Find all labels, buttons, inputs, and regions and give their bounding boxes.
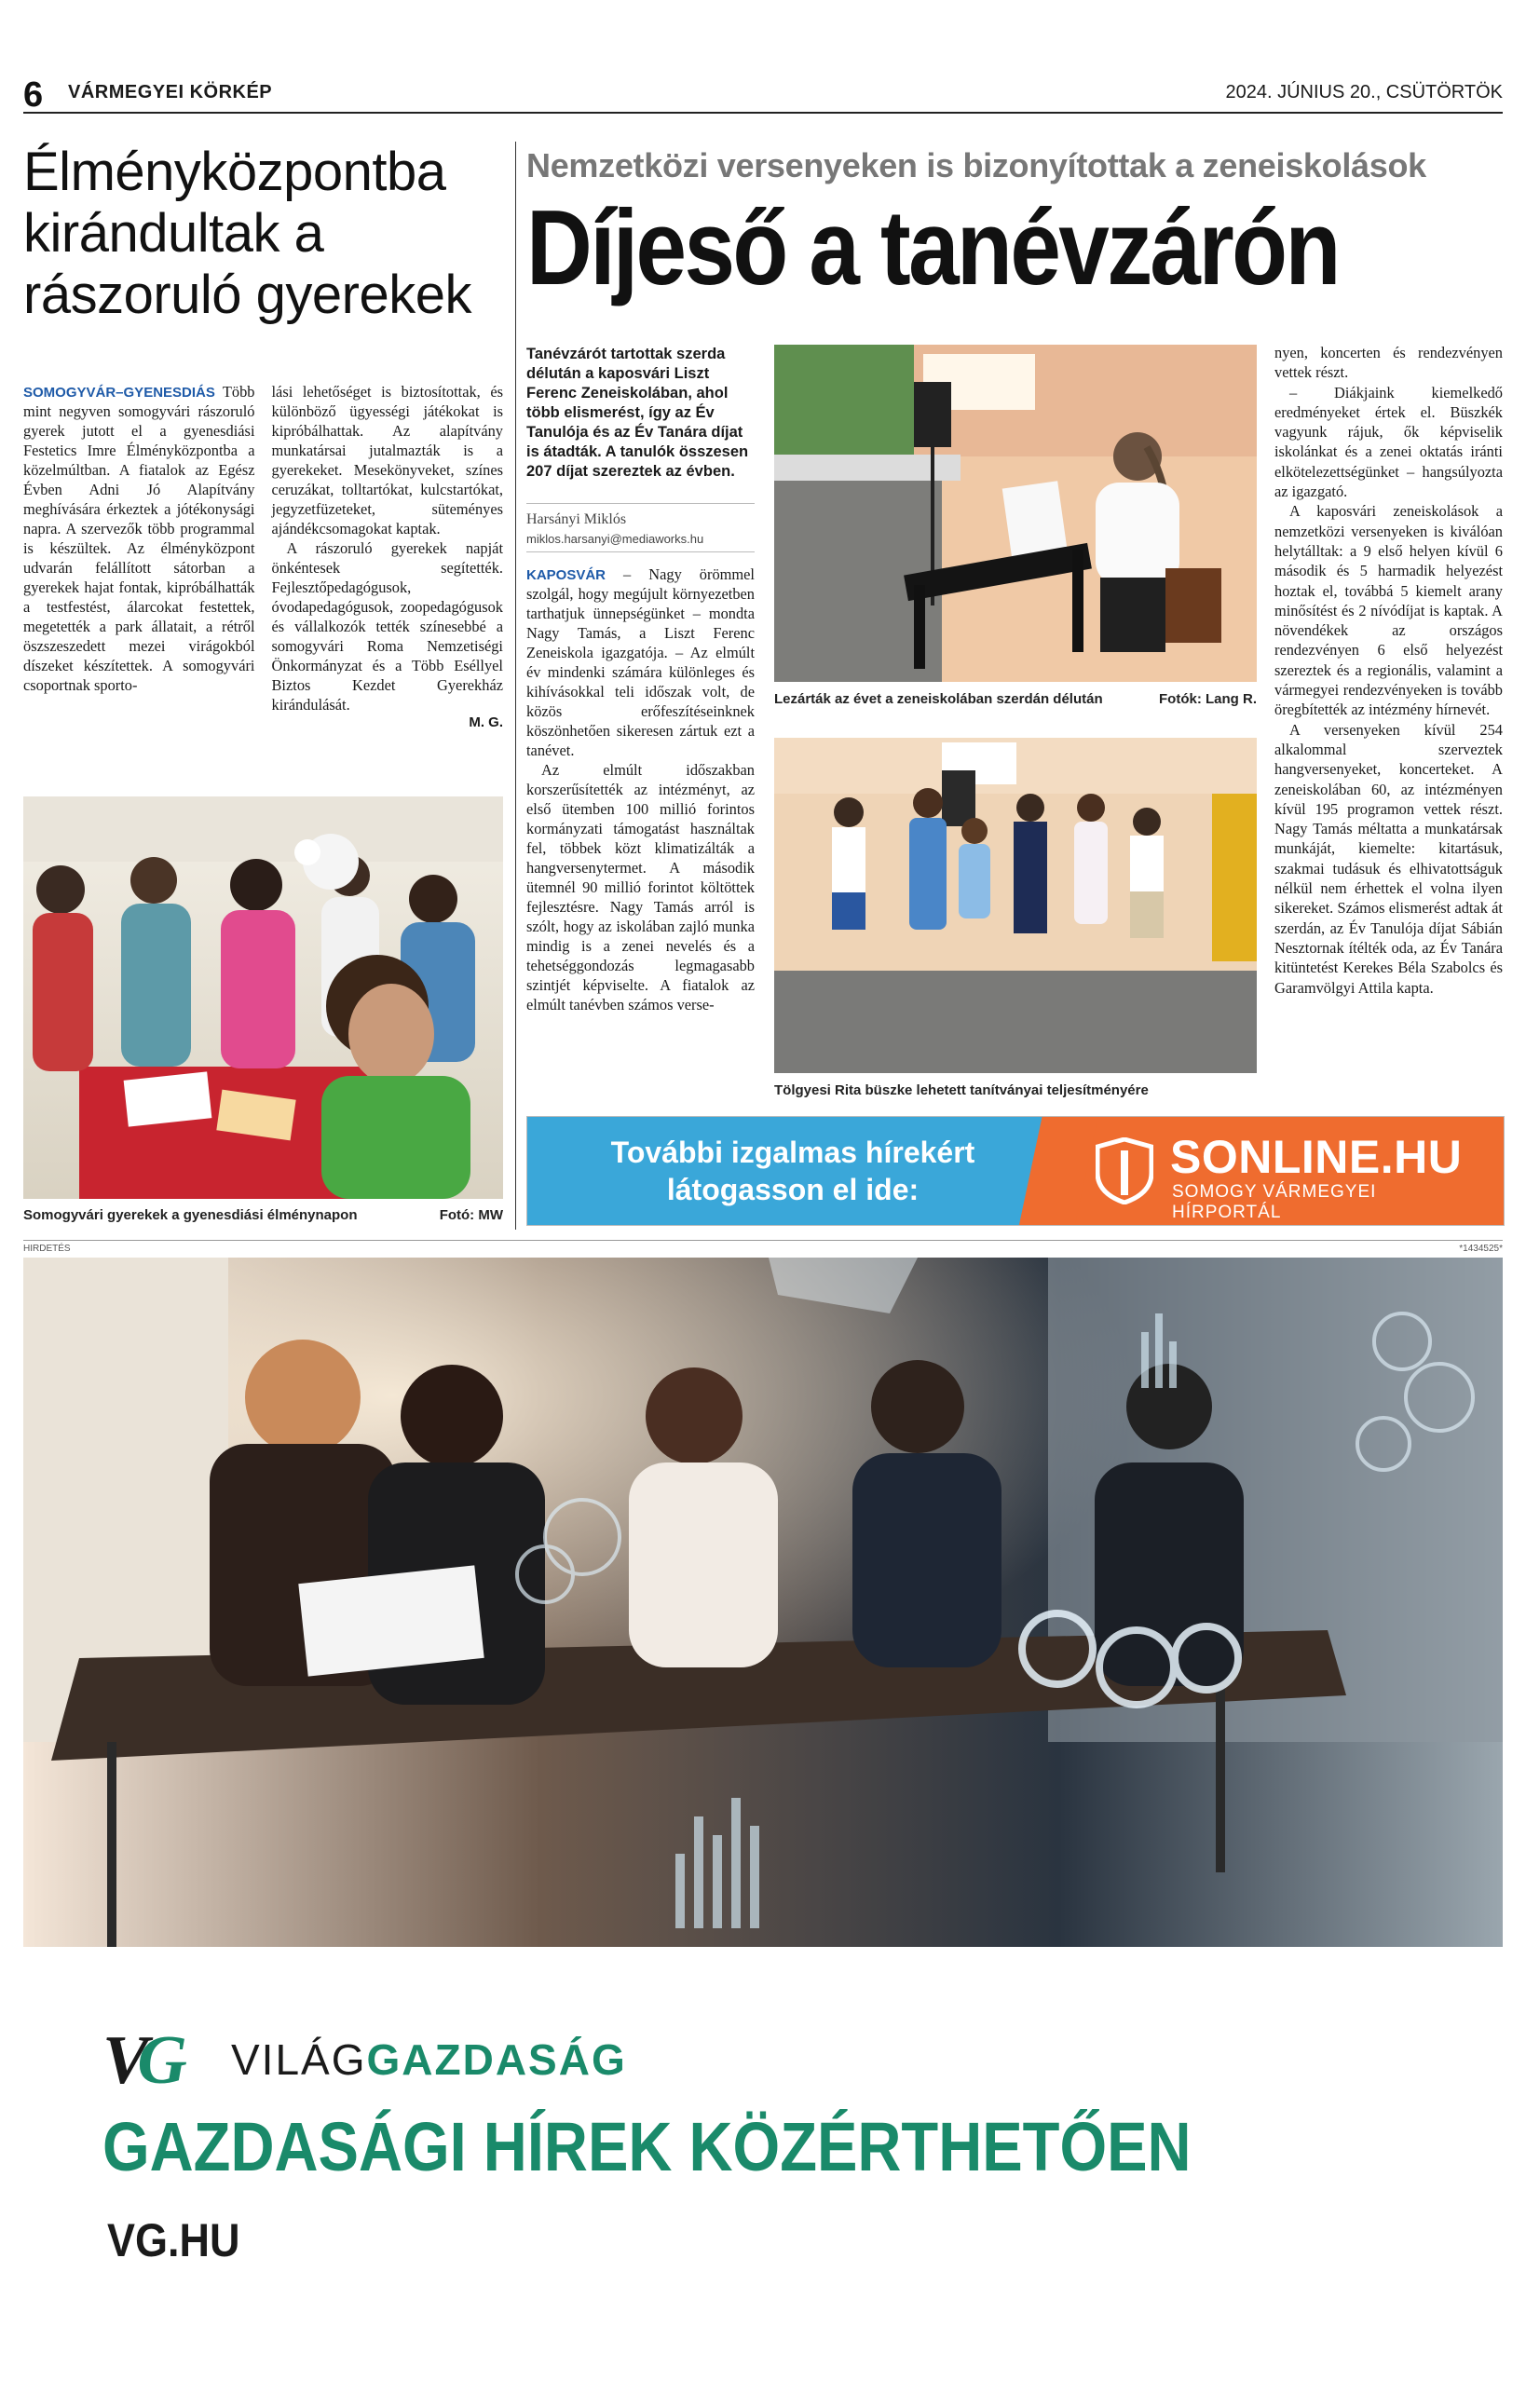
author-name: Harsányi Miklós — [526, 511, 627, 527]
right-article-col3-p2: – Diákjaink kiemelkedő eredményeket értek el. Büszkék vagyunk rájuk, ők képviselik iskolánkat és a zenei oktatás iránti elkötelezettségünket – hangsúlyozta az igazgató. — [1274, 383, 1503, 501]
left-article-column-1 — [23, 382, 255, 773]
vg-slogan: GAZDASÁGI HÍREK KÖZÉRTHETŐEN — [102, 2108, 1192, 2185]
advert-divider — [23, 1240, 1503, 1241]
right-article-lead: Tanévzárót tartottak szerda délután a kaposvári Liszt Ferenc Zeneiskolában, ahol több elismerést, így az Év Tanulója és az Év Tanára díjat is átadták. A tanulók összesen 207 díjat szereztek az évben. — [526, 346, 749, 480]
left-photo-caption: Somogyvári gyerekek a gyenesdiási élménynapon — [23, 1207, 358, 1223]
issue-date: 2024. JÚNIUS 20., CSÜTÖRTÖK — [1225, 82, 1503, 102]
pianist-photo — [774, 345, 1257, 682]
page-header — [23, 76, 1503, 114]
vg-logo-wordmark — [231, 2034, 627, 2085]
left-article-col2-p2: A rászoruló gyerekek napját önkéntesek segítették. Fejlesztőpedagógusok, óvodapedagógusok, zoopedagógusok és vállalkozók tették színesebbé a somogyvári Roma Nemzetiségi Önkormányzat és a Több Eséllyel Biztos Kezdet Gyerekház kirándulását. — [271, 539, 503, 714]
vg-logo-mark — [102, 2021, 176, 2101]
sonline-banner[interactable] — [526, 1116, 1505, 1226]
left-article-kicker: SOMOGYVÁR–GYENESDIÁS — [23, 385, 215, 401]
business-meeting-photo — [23, 1258, 1503, 1947]
right-article-title: Díjeső a tanévzárón — [526, 189, 1339, 307]
advert-code: *1434525* — [1459, 1244, 1503, 1254]
left-article-headline-block — [23, 142, 503, 326]
banner-brand — [1058, 1117, 1504, 1225]
section-name: VÁRMEGYEI KÖRKÉP — [68, 82, 273, 102]
right-article-col1-p1: – Nagy örömmel szolgál, hogy megújult környezetben tarthatjuk ünnepségünket – mondta Nagy Tamás, a Liszt Ferenc Zeneiskola igazgatója. – Az elmúlt év mindenki számára különleges és kihívásokkal teli időszak volt, de közös erőfeszítéseinknek köszönhetően sikeresen zártuk ezt a tanévet. — [526, 565, 755, 759]
students-photo-caption-row — [774, 1082, 1257, 1098]
right-article-headline-block — [526, 146, 1505, 305]
right-article-kicker: KAPOSVÁR — [526, 567, 606, 583]
vg-logo-letter-v: V — [102, 2022, 138, 2099]
left-article-body — [23, 382, 503, 773]
right-article-subtitle: Nemzetközi versenyeken is bizonyítottak a zeneiskolások — [526, 146, 1426, 184]
right-article-column-1 — [526, 565, 755, 1105]
children-workshop-photo — [23, 796, 503, 1199]
right-article-column-3 — [1274, 343, 1503, 1107]
left-article-column-2 — [272, 382, 504, 773]
shield-icon — [1096, 1137, 1153, 1204]
vg-logo-letter-g: G — [137, 2022, 176, 2099]
left-article-title: Élményközpontba kirándultak a rászoruló gyerekek — [23, 142, 471, 325]
left-article-col1-text: Több mint negyven somogyvári rászoruló gyerek jutott el a gyenesdiási Festetics Imre Élményközpontba a közelmúltban. A fiatalok az Egész Évben Adni Jó Alapítvány meghívására érkeztek a jótékonysági napra. A szervezők több programmal is készültek. Az élményközpont udvarán felállított sátorban a gyerekek hajat fontak, kipróbálhatták a testfestést, álarcokat festettek, megetették a park állatait, a rétről öszszeszedett mezei virágokból díszeket készítettek. A somogyvári csoportnak sporto- — [23, 383, 255, 694]
banner-line-2: látogasson el ide: — [666, 1173, 920, 1206]
vg-wordmark-bold: GAZDASÁG — [366, 2035, 627, 2084]
left-article-col2-p1: lási lehetőséget is biztosítottak, és különböző ügyességi játékokat is kipróbálhattak. Az alapítvány munkatársai jutalmazták is a gyerekeket. Mesekönyveket, színes ceruzákat, tolltartókat, kulcstartókat, jegyzetfüzeteket, süteményes ajándékcsomagokat kaptak. — [271, 383, 503, 537]
right-article-col3-p1: nyen, koncerten és rendezvényen vettek részt. — [1274, 344, 1503, 382]
vg-wordmark-light: VILÁG — [231, 2035, 367, 2084]
students-photo-caption: Tölgyesi Rita büszke lehetett tanítványai teljesítményére — [774, 1082, 1149, 1098]
pianist-photo-credit: Fotók: Lang R. — [1159, 691, 1257, 707]
students-photo — [774, 738, 1257, 1073]
banner-tagline-2: HÍRPORTÁL — [1172, 1203, 1282, 1222]
banner-promo-text — [527, 1117, 1058, 1225]
advert-label: HIRDETÉS — [23, 1244, 71, 1254]
author-byline — [526, 503, 755, 552]
right-article-col3-p4: A versenyeken kívül 254 alkalommal szerveztek hangversenyeket, koncerteket. A zeneiskolában 60, az intézményen kívül 195 programon vettek részt. Nagy Tamás méltatta a munkatársak munkáját, kiemelte: kitartásuk, szakmai tudásuk és elhivatottságuk nélkül nem érhettek el volna ilyen sikereket. Számos elismerést adtak át szerdán, az Év Tanulója díjat Sábián Nesztornak ítélték oda, az Év Tanára kitüntetést Kerekes Béla Szabolcs és Garamvölgyi Attila kapta. — [1274, 720, 1503, 997]
page-number: 6 — [23, 75, 44, 115]
banner-line-1: További izgalmas hírekért — [610, 1136, 975, 1169]
column-divider — [515, 142, 516, 1230]
left-article-signature: M. G. — [469, 714, 503, 730]
author-email: miklos.harsanyi@mediaworks.hu — [526, 532, 704, 546]
left-photo-credit: Fotó: MW — [439, 1207, 503, 1223]
banner-domain: SONLINE.HU — [1170, 1131, 1463, 1183]
banner-tagline — [1172, 1182, 1376, 1223]
vg-url-link[interactable]: VG.HU — [107, 2214, 240, 2266]
right-article-col1-p2: Az elmúlt időszakban korszerűsítették az intézményt, az első ütemben 100 millió forintos kormányzati támogatást használtak fel, többek közt klimatizálták a hangversenytermet. A második ütemnél 90 millió forintot költöttek fejlesztésre. Nagy Tamás arról is szólt, hogy az iskolában zajló munka mindig is a zenei nevelés és a tehetséggondozás legmagasabb szintjét képviselte. A fiatalok az elmúlt tanévben számos verse- — [526, 761, 755, 1014]
pianist-photo-caption-row — [774, 691, 1257, 707]
left-photo-caption-row — [23, 1207, 503, 1223]
right-article-col3-p3: A kaposvári zeneiskolások a nemzetközi versenyeken is kiválóan helytálltak: a 9 első helyen kívül 6 második és 5 harmadik helyezést hoztak el, továbbá 5 kiemelt arany minősítést és 2 nívódíjat is kaptak. A növendékek az országos rendezvényen 6 első helyezést szereztek és a regionális, valamint a vármegyei rendezvényeken is tovább öregbítették az intézmény hírnevét. — [1274, 502, 1503, 719]
pianist-photo-caption: Lezárták az évet a zeneiskolában szerdán délután — [774, 691, 1103, 707]
banner-tagline-1: SOMOGY VÁRMEGYEI — [1172, 1182, 1377, 1202]
